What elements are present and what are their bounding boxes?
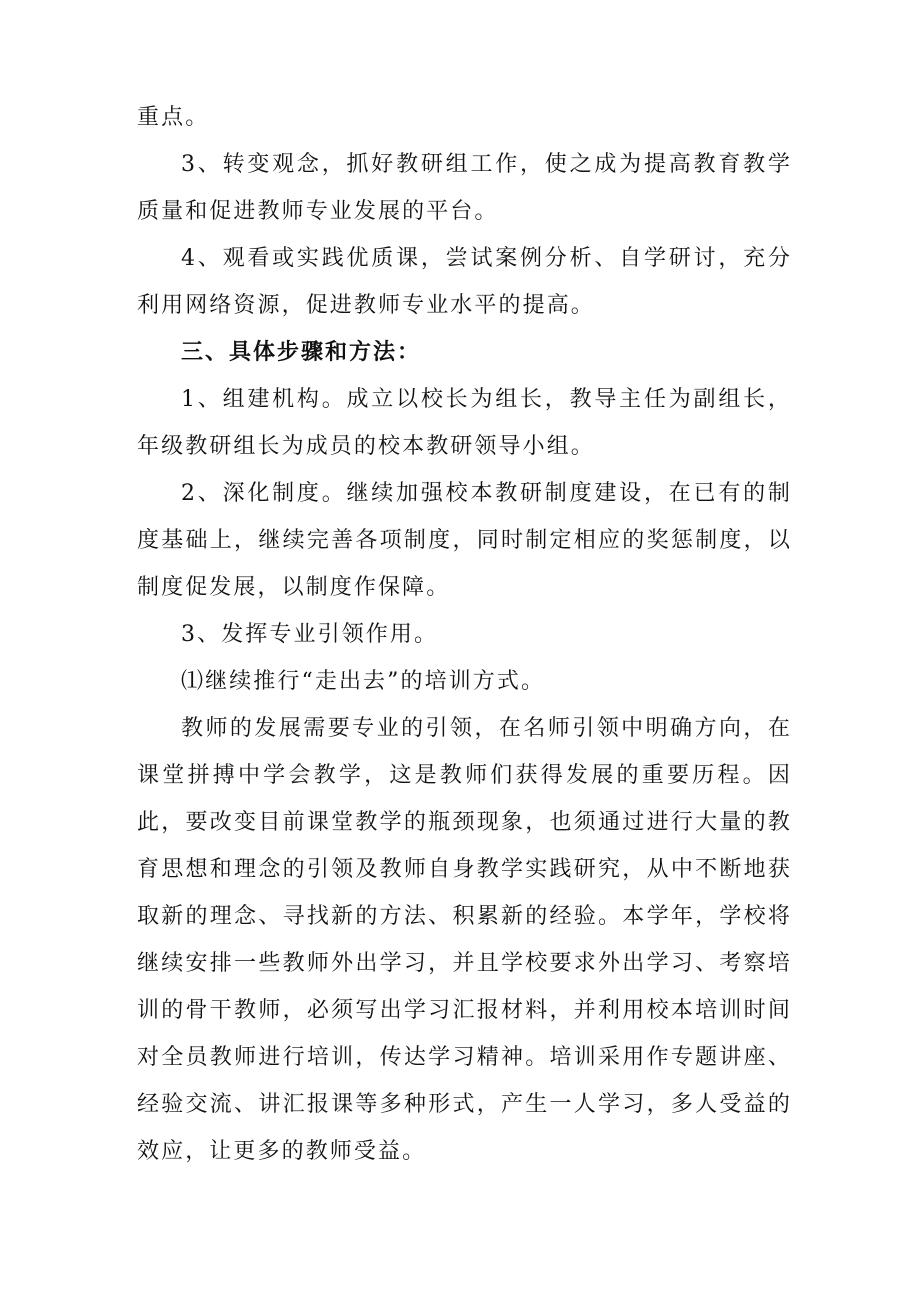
- document-body: [137, 94, 792, 1175]
- paragraph-substep-1: ⑴继续推行“走出去”的培训方式。: [181, 669, 546, 694]
- paragraph-body: 教师的发展需要专业的引领，在名师引领中明确方向，在课堂拼搏中学会教学，这是教师们获得发展的重要历程。因此，要改变目前课堂教学的瓶颈现象，也须通过进行大量的教育思想和理念的引领及教师自身教学实践研究，从中不断地获取新的理念、寻找新的方法、积累新的经验。本学年，学校将继续安排一些教师外出学习，并且学校要求外出学习、考察培训的骨干教师，必须写出学习汇报材料，并利用校本培训时间对全员教师进行培训，传达学习精神。培训采用作专题讲座、经验交流、讲汇报课等多种形式，产生一人学习，多人受益的效应，让更多的教师受益。: [137, 716, 792, 1164]
- paragraph-item-4: 4、观看或实践优质课，尝试案例分析、自学研讨，充分利用网络资源，促进教师专业水平的提高。: [137, 246, 792, 318]
- paragraph-item-3: 3、转变观念，抓好教研组工作，使之成为提高教育教学质量和促进教师专业发展的平台。: [137, 152, 792, 224]
- paragraph-step-1: 1、组建机构。成立以校长为组长，教导主任为副组长，年级教研组长为成员的校本教研领导小组。: [137, 387, 792, 459]
- section-heading: 三、具体步骤和方法：: [181, 340, 422, 365]
- paragraph-step-2: 2、深化制度。继续加强校本教研制度建设，在已有的制度基础上，继续完善各项制度，同时制定相应的奖惩制度，以制度促发展，以制度作保障。: [137, 481, 792, 600]
- paragraph-step-3: 3、发挥专业引领作用。: [181, 622, 439, 647]
- paragraph-continuation: 重点。: [137, 105, 210, 130]
